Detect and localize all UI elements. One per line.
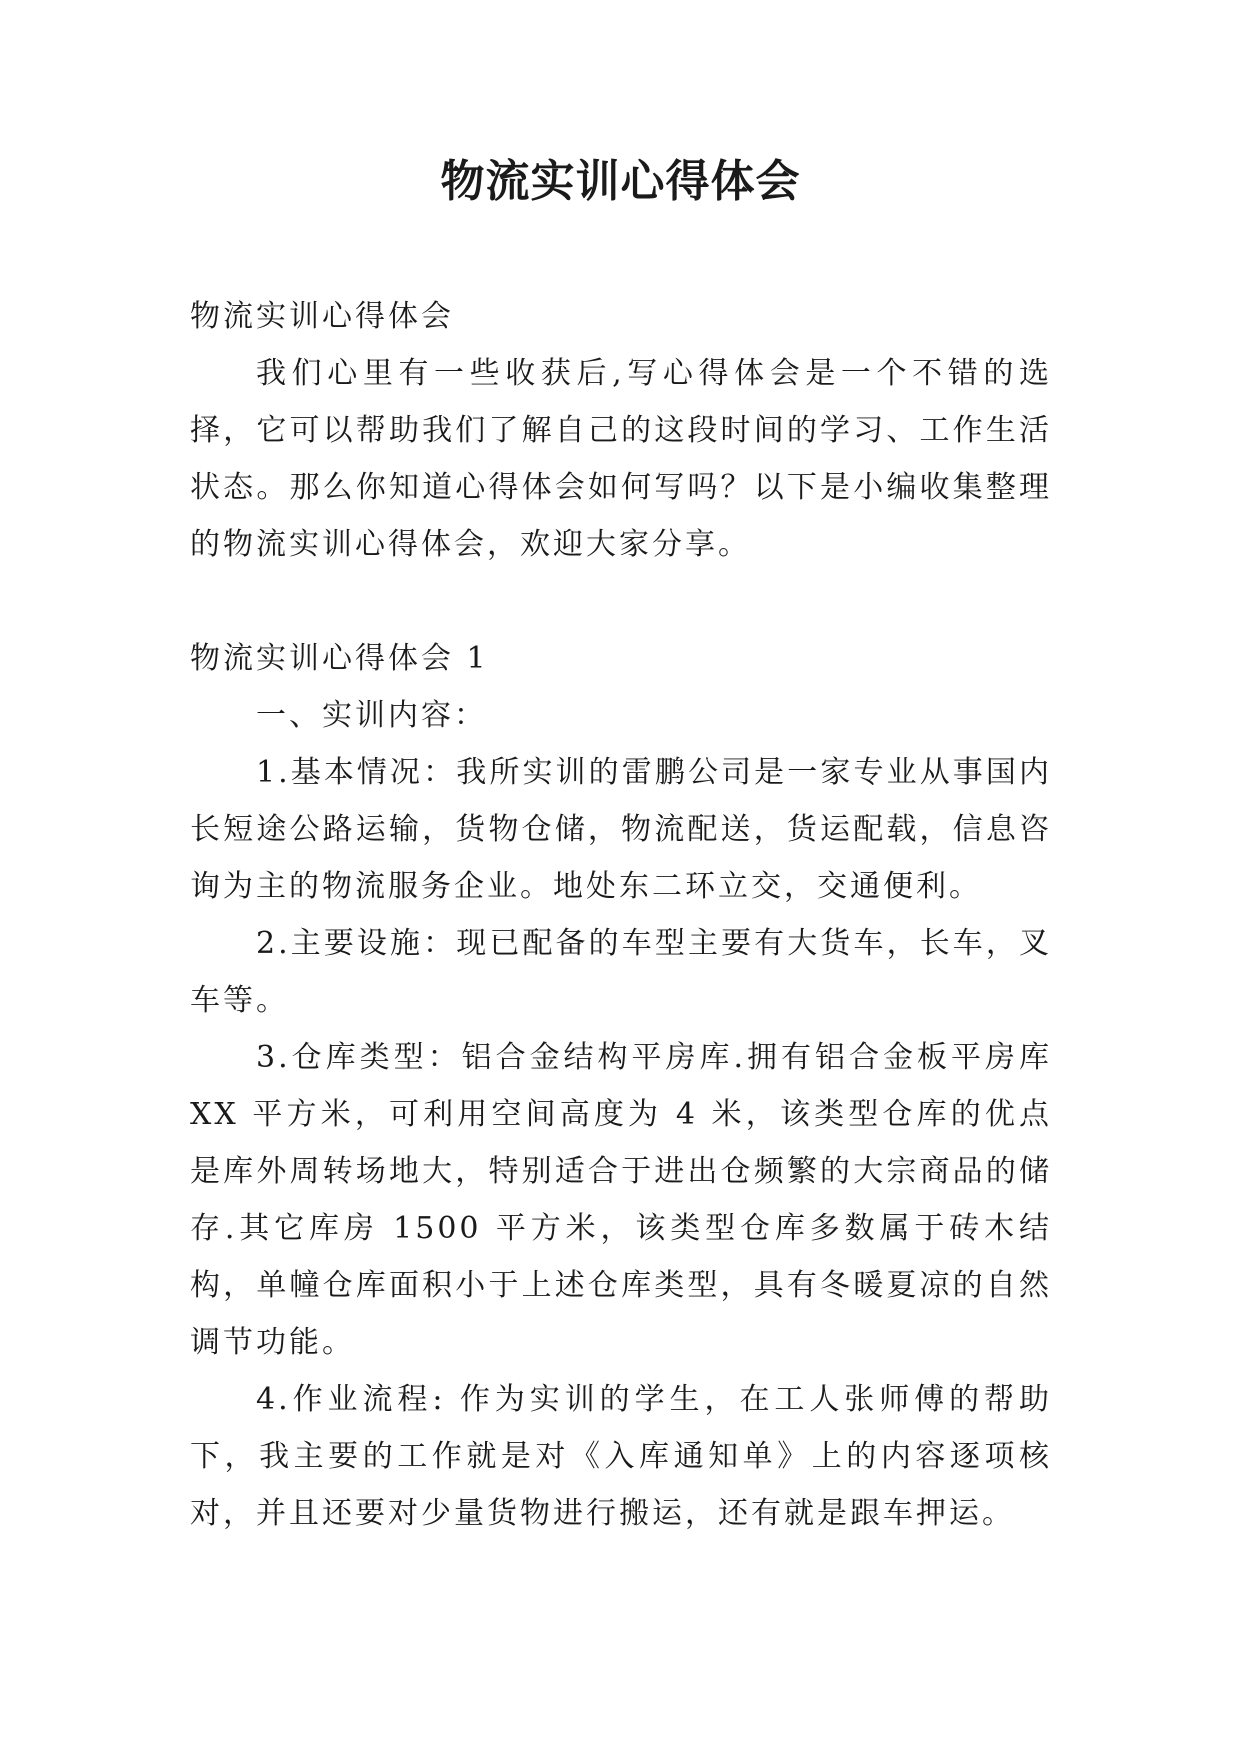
document-title: 物流实训心得体会	[440, 156, 801, 207]
document-body	[190, 288, 1052, 1542]
subsection-heading: 一、实训内容：	[256, 698, 487, 733]
section-heading: 物流实训心得体会 1	[190, 641, 489, 676]
section-gap	[190, 573, 1052, 630]
intro-paragraph: 我们心里有一些收获后,写心得体会是一个不错的选择，它可以帮助我们了解自己的这段时间的学习、工作生活状态。那么你知道心得体会如何写吗？以下是小编收集整理的物流实训心得体会，欢迎大家分享。	[190, 356, 1052, 562]
warehouse-type-paragraph: 3.仓库类型：铝合金结构平房库.拥有铝合金板平房库 XX 平方米，可利用空间高度为 4 米，该类型仓库的优点是库外周转场地大，特别适合于进出仓频繁的大宗商品的储存.其它库房 1500 平方米，该类型仓库多数属于砖木结构，单幢仓库面积小于上述仓库类型，具有冬暖夏凉的自然调节功能。	[190, 1040, 1052, 1360]
workflow-paragraph: 4.作业流程: 作为实训的学生，在工人张师傅的帮助下，我主要的工作就是对《入库通知单》上的内容逐项核对，并且还要对少量货物进行搬运，还有就是跟车押运。	[190, 1382, 1052, 1531]
basic-situation-paragraph: 1.基本情况：我所实训的雷鹏公司是一家专业从事国内长短途公路运输，货物仓储，物流配送，货运配载，信息咨询为主的物流服务企业。地处东二环立交，交通便利。	[190, 755, 1052, 904]
main-facilities-paragraph: 2.主要设施：现已配备的车型主要有大货车，长车，叉车等。	[190, 926, 1052, 1018]
subtitle-paragraph: 物流实训心得体会	[190, 299, 454, 334]
